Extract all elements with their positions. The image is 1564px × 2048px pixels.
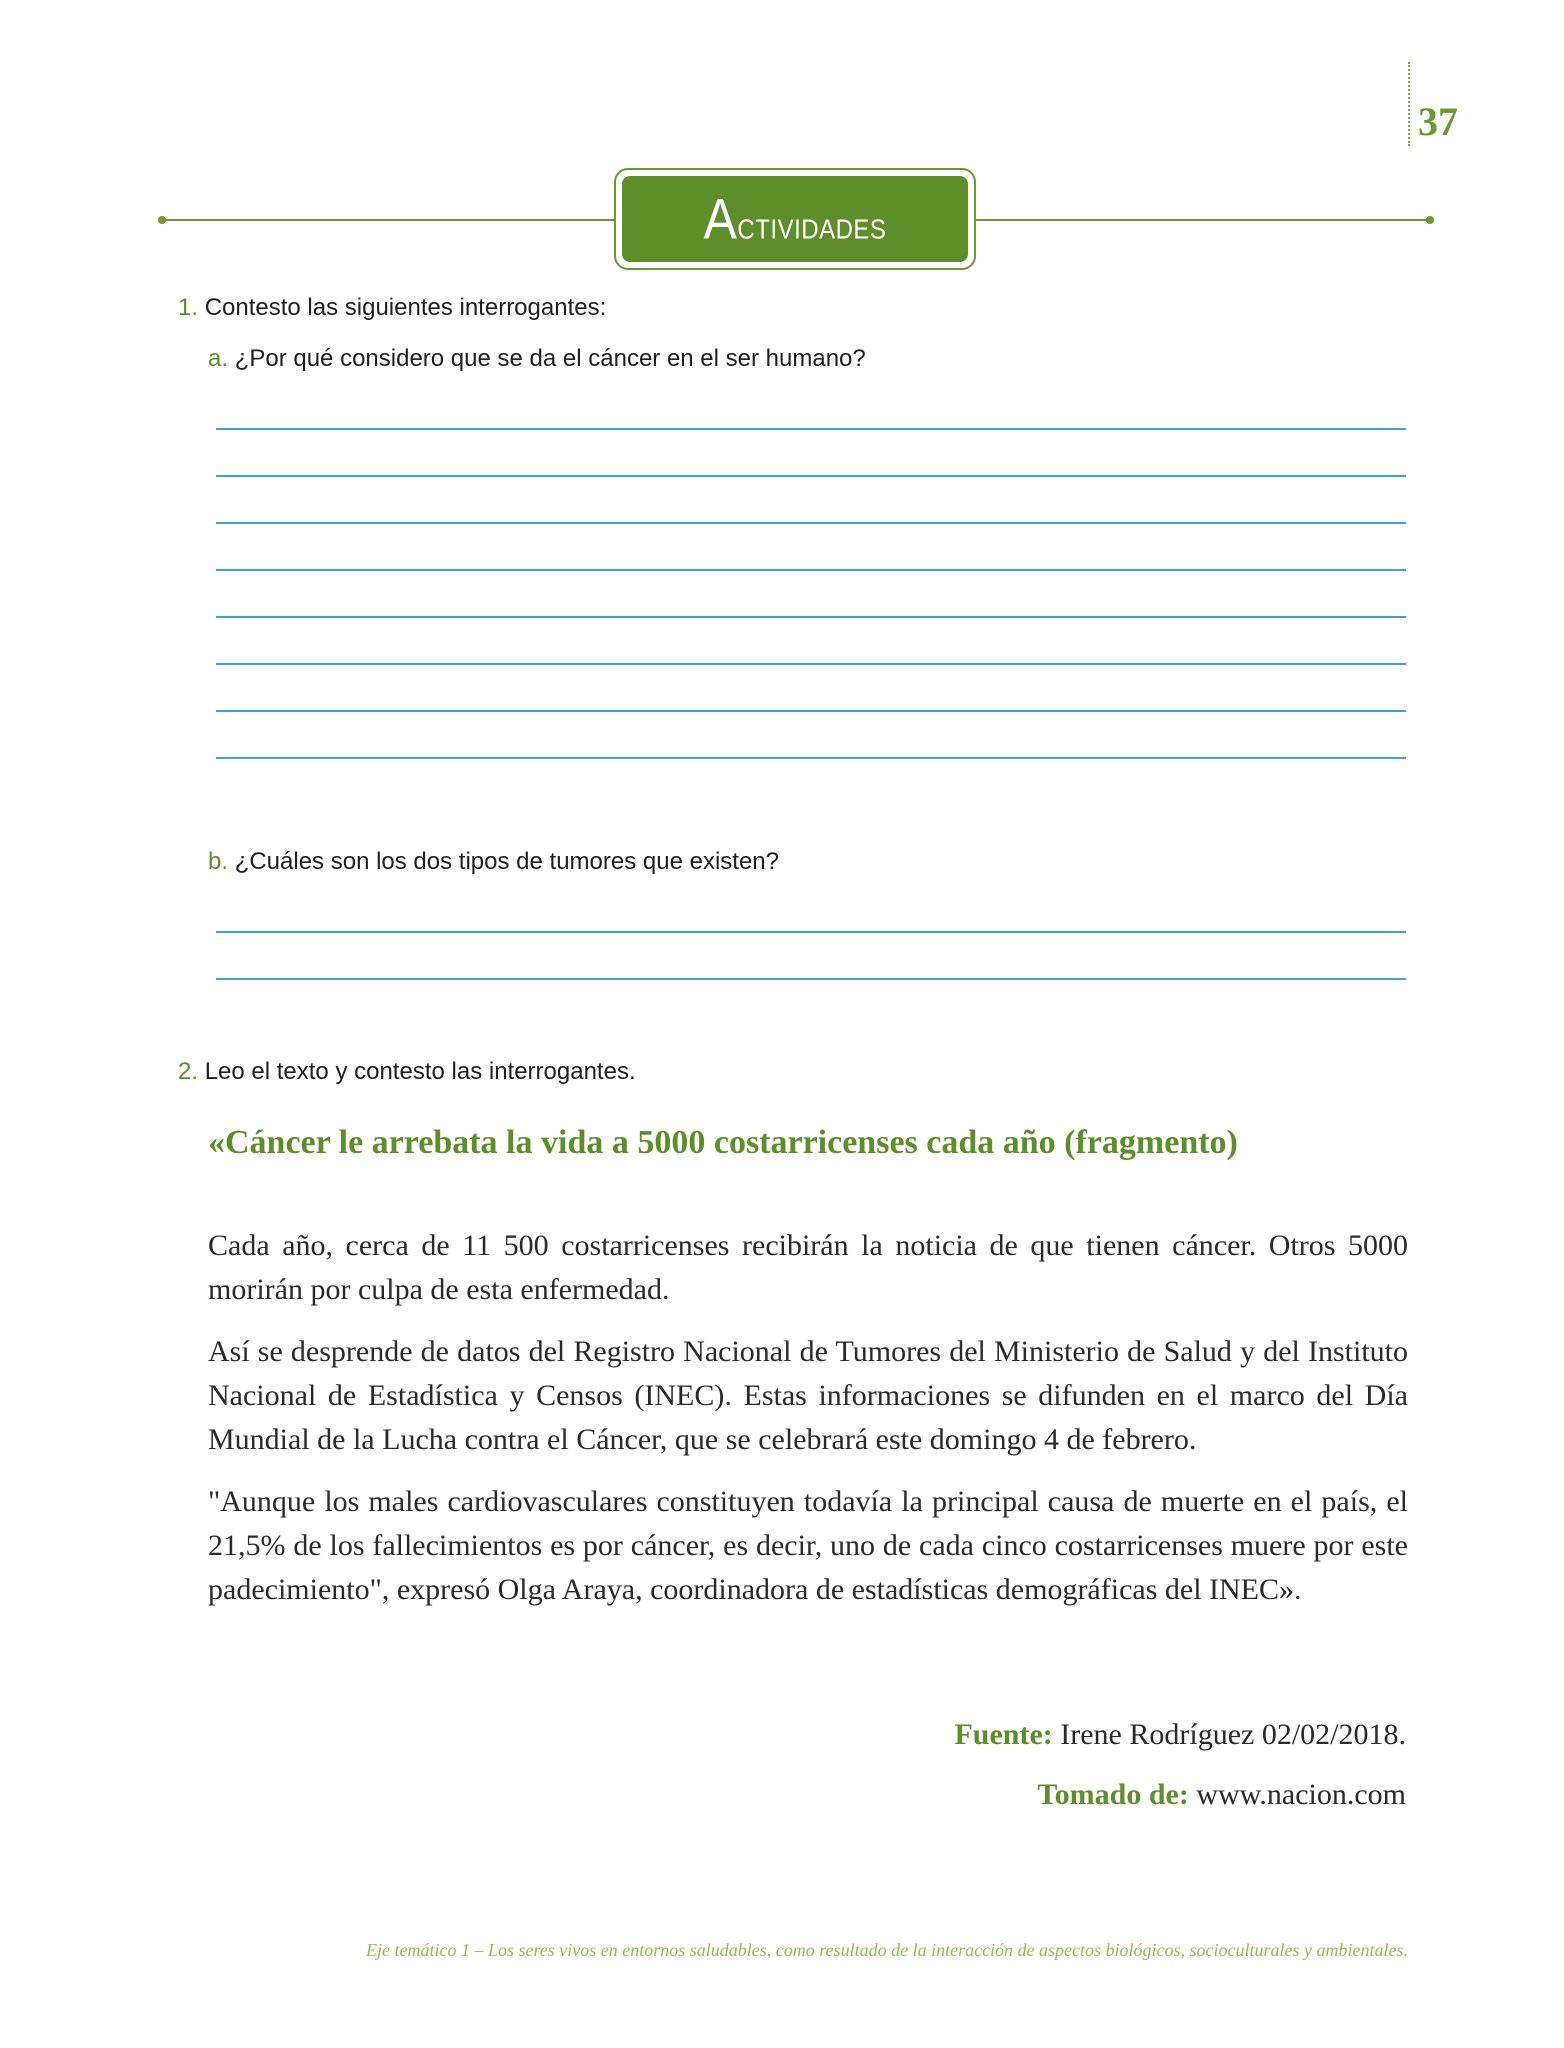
answer-line[interactable] [216,522,1406,524]
article-source [954,1718,1406,1752]
question-1a-text: ¿Por qué considero que se da el cáncer en el ser humano? [234,345,866,372]
question-1-number: 1. [178,294,199,321]
question-2-text: Leo el texto y contesto las interrogantes. [204,1058,636,1085]
answer-line[interactable] [216,616,1406,618]
question-1a-letter: a. [208,345,229,372]
article-paragraph: Así se desprende de datos del Registro Nacional de Tumores del Ministerio de Salud y del Instituto Nacional de Estadística y Censos (INEC). Estas informaciones se difunden en el marco del Día Mundial de la Lucha contra el Cáncer, que se celebrará este domingo 4 de febrero. [208,1335,1408,1456]
page-number: 37 [1418,99,1458,144]
source-value: Irene Rodríguez 02/02/2018. [1052,1718,1406,1751]
article-paragraph: Cada año, cerca de 11 500 costarricenses recibirán la noticia de que tienen cáncer. Otros 5000 morirán por culpa de esta enfermedad. [208,1229,1408,1306]
source-label: Fuente: [954,1718,1053,1751]
article-title: «Cáncer le arrebata la vida a 5000 costarricenses cada año (fragmento) [208,1124,1238,1161]
answer-line[interactable] [216,757,1406,759]
article-paragraph: "Aunque los males cardiovasculares constituyen todavía la principal causa de muerte en el país, el 21,5% de los fallecimientos es por cáncer, es decir, uno de cada cinco costarricenses muere por este padecimiento", expresó Olga Araya, coordinadora de estadísticas demográficas del INEC». [208,1485,1408,1606]
question-2 [178,1058,636,1086]
question-1b [208,848,779,876]
taken-from-value: www.nacion.com [1188,1778,1406,1811]
question-1b-letter: b. [208,848,229,875]
header-line-dot-right [1426,216,1434,224]
section-title: Actividades [703,186,887,252]
article-body [208,1224,1408,1630]
page-footer: Eje temático 1 – Los seres vivos en entornos saludables, como resultado de la interacción de aspectos biológicos, socioculturales y ambientales. [365,1940,1408,1960]
header-line-left [162,219,616,221]
header-line-right [976,219,1430,221]
answer-line[interactable] [216,428,1406,430]
answer-line[interactable] [216,663,1406,665]
answer-line[interactable] [216,710,1406,712]
answer-line[interactable] [216,569,1406,571]
question-1-text: Contesto las siguientes interrogantes: [204,294,607,321]
section-badge [622,176,968,262]
answer-line[interactable] [216,978,1406,980]
question-2-number: 2. [178,1058,199,1085]
question-1b-text: ¿Cuáles son los dos tipos de tumores que existen? [234,848,779,875]
page-number-divider [1408,62,1410,146]
taken-from-label: Tomado de: [1037,1778,1189,1811]
article-taken-from [1037,1778,1406,1812]
answer-line[interactable] [216,475,1406,477]
question-1 [178,294,606,322]
question-1a [208,345,866,373]
answer-line[interactable] [216,931,1406,933]
